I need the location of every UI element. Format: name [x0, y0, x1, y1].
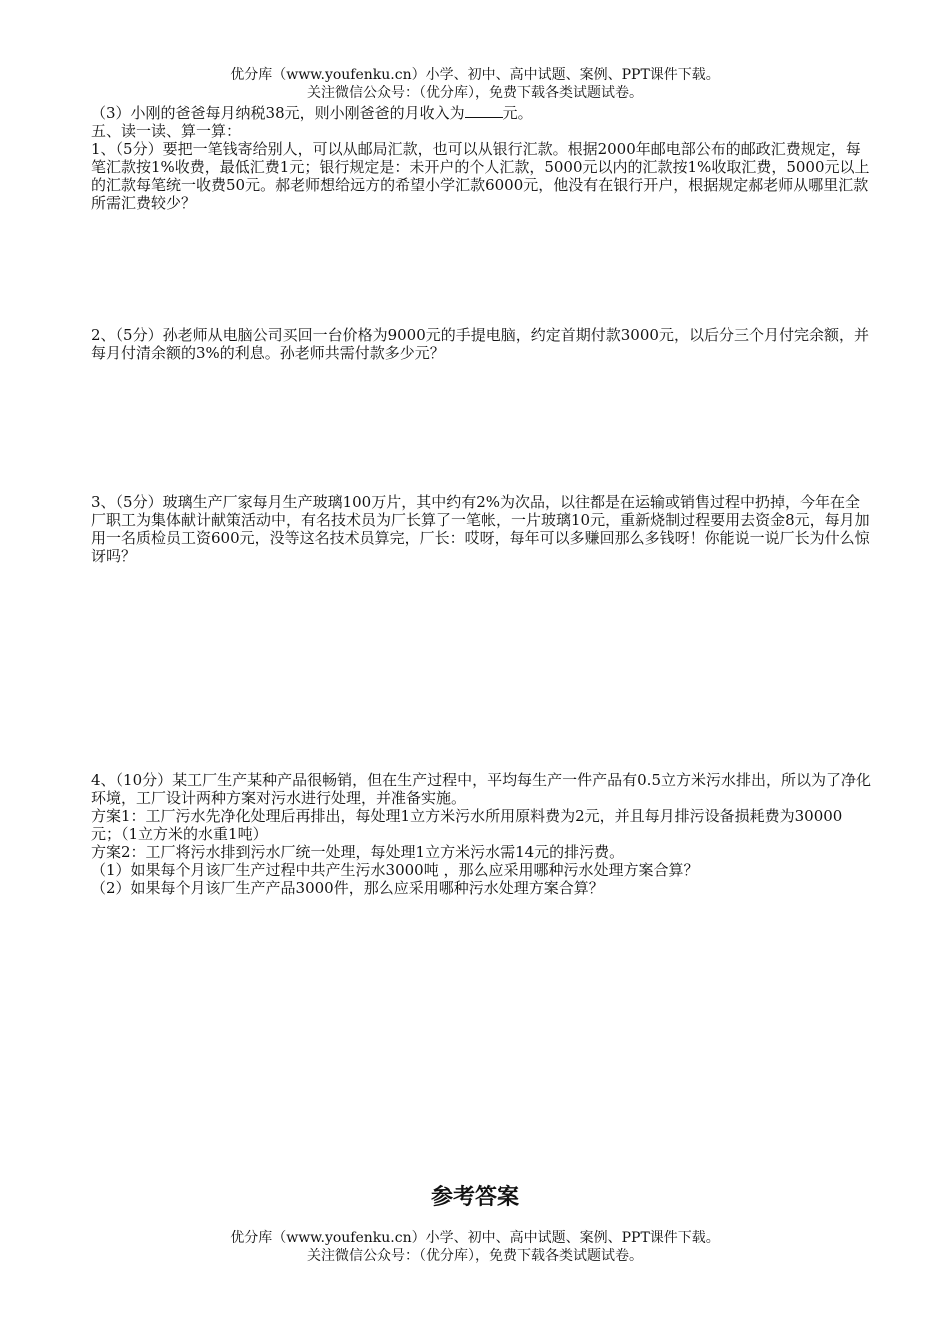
problem-4-sub-1: （1）如果每个月该厂生产过程中共产生污水3000吨 ，那么应采用哪种污水处理方案合算？ — [91, 861, 699, 879]
problem-4-plan-1: 方案1：工厂污水先净化处理后再排出，每处理1立方米污水所用原料费为2元，并且每月排污设备损耗费为30000元；（1立方米的水重1吨） — [91, 807, 843, 843]
problem-4-plan-2: 方案2：工厂将污水排到污水厂统一处理，每处理1立方米污水需14元的排污费。 — [91, 843, 625, 861]
footer — [0, 1229, 950, 1265]
answer-blank — [465, 104, 503, 118]
problem-2-block — [91, 326, 871, 362]
header-line-2: 关注微信公众号：（优分库），免费下载各类试题试卷。 — [307, 85, 643, 101]
question-3-fill-blank — [91, 104, 871, 212]
section-5-title: 五、读一读、算一算： — [91, 122, 242, 140]
answers-title: 参考答案 — [430, 1185, 519, 1210]
problem-2: 2、（5分）孙老师从电脑公司买回一台价格为9000元的手提电脑，约定首期付款3000元，以后分三个月付完余额，并每月付清余额的3%的利息。孙老师共需付款多少元？ — [91, 326, 869, 362]
problem-1: 1、（5分）要把一笔钱寄给别人，可以从邮局汇款，也可以从银行汇款。根据2000年邮电部公布的邮政汇费规定，每笔汇款按1%收费，最低汇费1元；银行规定是：未开户的个人汇款，5000元以内的汇款按1%收取汇费，5000元以上的汇款每笔统一收费50元。郝老师想给远方的希望小学汇款6000元，他没有在银行开户，根据规定郝老师从哪里汇款所需汇费较少？ — [91, 140, 870, 212]
problem-4-block — [91, 771, 871, 897]
header — [0, 66, 950, 102]
problem-4-sub-2: （2）如果每个月该厂生产产品3000件，那么应采用哪种污水处理方案合算？ — [91, 879, 604, 897]
header-line-1: 优分库（www.youfenku.cn）小学、初中、高中试题、案例、PPT课件下载。 — [230, 67, 720, 83]
q3-text-after: 元。 — [502, 104, 533, 122]
problem-4-intro: 4、（10分）某工厂生产某种产品很畅销，但在生产过程中，平均每生产一件产品有0.5立方米污水排出，所以为了净化环境，工厂设计两种方案对污水进行处理，并准备实施。 — [91, 771, 871, 807]
q3-text-before: （3）小刚的爸爸每月纳税38元，则小刚爸爸的月收入为 — [91, 104, 465, 122]
footer-line-2: 关注微信公众号：（优分库），免费下载各类试题试卷。 — [307, 1248, 643, 1264]
problem-3-block — [91, 493, 871, 565]
footer-line-1: 优分库（www.youfenku.cn）小学、初中、高中试题、案例、PPT课件下载。 — [230, 1230, 720, 1246]
problem-3: 3、（5分）玻璃生产厂家每月生产玻璃100万片，其中约有2%为次品，以往都是在运输或销售过程中扔掉，今年在全厂职工为集体献计献策活动中，有名技术员为厂长算了一笔帐，一片玻璃10元，重新烧制过程要用去资金8元，每月加用一名质检员工资600元，没等这名技术员算完，厂长：哎呀，每年可以多赚回那么多钱呀！你能说一说厂长为什么惊讶吗？ — [91, 493, 870, 565]
